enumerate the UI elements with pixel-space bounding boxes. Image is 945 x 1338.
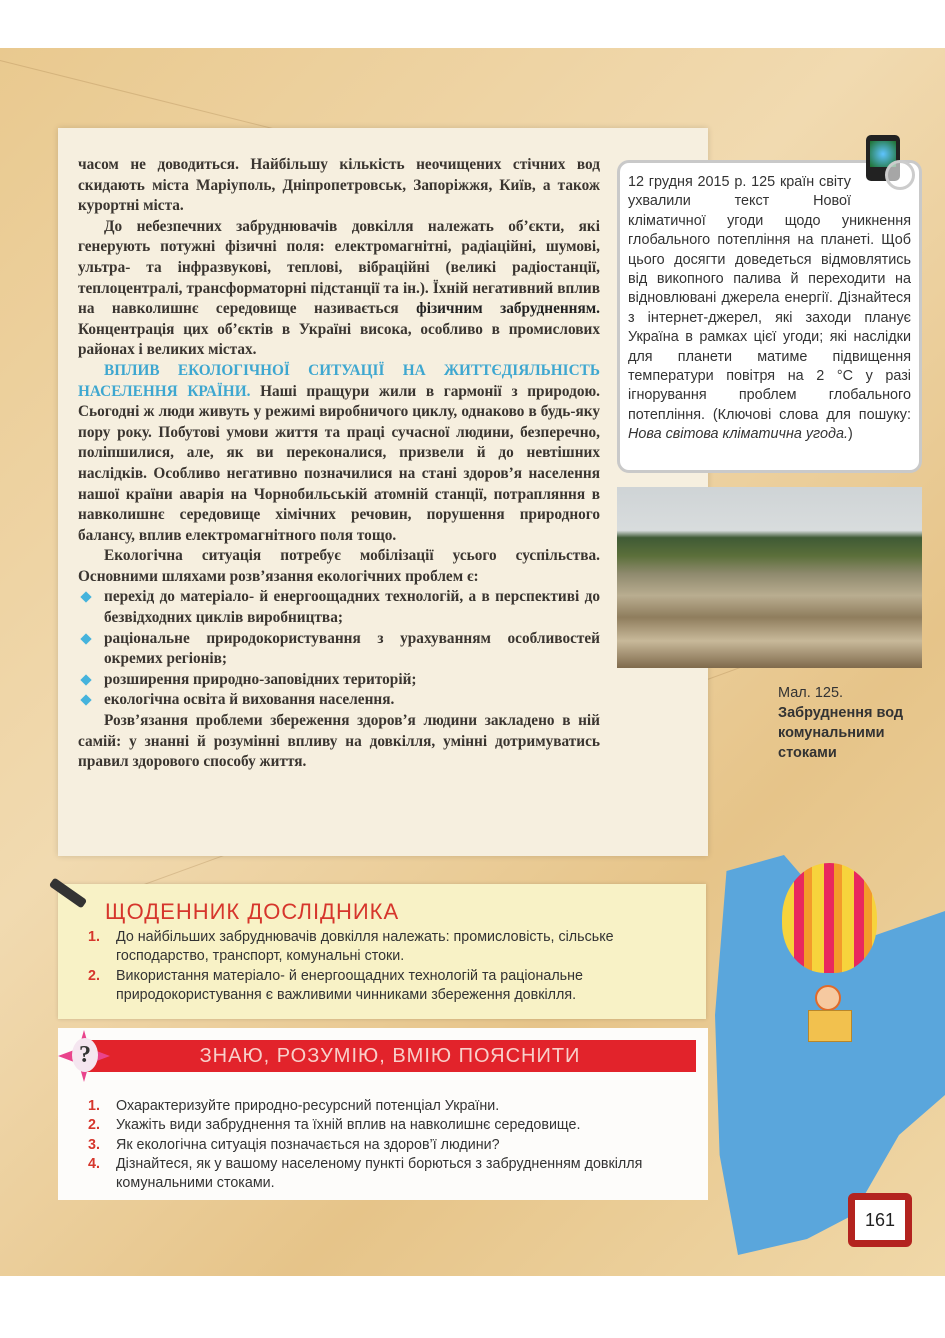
page-number: 161 <box>848 1193 912 1247</box>
keywords: Нова світова кліматична угода. <box>628 426 848 443</box>
basket-icon <box>808 1010 852 1042</box>
list-item: розширення природно-заповідних територій; <box>104 670 600 691</box>
balloon-icon <box>782 863 877 973</box>
item-text: Охарактеризуйте природно-ресурсний потенціал України. <box>116 1098 500 1114</box>
item-number: 1. <box>88 1098 100 1114</box>
list-item <box>88 1116 693 1135</box>
info-box <box>617 160 922 473</box>
questions-list <box>88 1097 693 1193</box>
text: Наші пращури жили в гармонії з природою. Сьогодні ж люди живуть у режимі виробничого циклу, однаково в будь-яку пору року. Побутові умови життя та праці сучасної людини, безперечно, поліпшилися, але, як ви переконалися, призвели й до невтішних наслідків. Особливо негативно позначилися на стані здоров’я населення нашої країни аварія на Чорнобильській атомній станції, потрапляння в навколишнє середовище хімічних речовин, порушення природного балансу, вплив електромагнітного поля тощо. <box>78 382 600 544</box>
item-number: 2. <box>88 967 100 984</box>
list-item <box>88 928 693 967</box>
diary-title: ЩОДЕННИК ДОСЛІДНИКА <box>105 899 400 924</box>
list-item <box>88 967 693 1006</box>
list-item: екологічна освіта й виховання населення. <box>104 690 600 711</box>
diary-list <box>88 928 693 1005</box>
item-number: 4. <box>88 1155 100 1172</box>
paragraph <box>78 361 600 546</box>
paragraph: часом не доводиться. Найбільшу кількість неочищених стічних вод скидають міста Маріуполь, Дніпропетровськ, Запоріжжя, Київ, а також курортні міста. <box>78 156 600 215</box>
item-number: 3. <box>88 1136 100 1153</box>
text: Концентрація цих об’єктів в Україні висока, особливо в промислових районах і великих містах. <box>78 320 600 359</box>
figure-caption <box>778 683 908 763</box>
bullet-list <box>78 587 600 711</box>
item-number: 2. <box>88 1117 100 1134</box>
section-heading: ВПЛИВ ЕКОЛОГІЧНОЇ СИТУАЦІЇ НА ЖИТТЄДІЯЛЬНІСТЬ НАСЕЛЕННЯ КРАЇНИ. <box>78 361 600 400</box>
pollution-photo <box>617 487 922 668</box>
bottom-margin <box>0 1276 945 1338</box>
top-margin <box>0 0 945 48</box>
main-text <box>78 155 600 773</box>
item-text: Як екологічна ситуація позначається на здоров’ї людини? <box>116 1136 500 1153</box>
item-text: До найбільших забруднювачів довкілля належать: промисловість, сільське господарство, транспорт, комунальні стоки. <box>116 929 614 965</box>
list-item <box>88 1136 693 1155</box>
child-face-icon <box>815 985 841 1011</box>
paragraph: Екологічна ситуація потребує мобілізації усього суспільства. Основними шляхами розв’язання екологічних проблем є: <box>78 547 600 585</box>
text: До небезпечних забруднювачів довкілля належать об’єкти, які генерують потужні фізичні поля: електромагнітні, радіаційні, шумові, ультра- та інфразвукові, теплові, вібраційні (великі радіостанції, теплоцентралі, трансформаторні підстанції та ін.). Їхній негативний вплив на навколишнє середовище називається <box>78 217 600 318</box>
item-text: Використання матеріало- й енергоощадних технологій та раціональне природокористування є важливими чинниками збереження довкілля. <box>116 967 583 1003</box>
list-item: раціональне природокористування з урахуванням особливостей окремих регіонів; <box>104 629 600 670</box>
list-item <box>88 1155 693 1194</box>
figure-caption-text: Забруднення вод комунальними стоками <box>778 705 904 761</box>
term: фізичним забрудненням. <box>416 300 601 318</box>
magnifier-icon <box>885 160 915 190</box>
item-text: Дізнайтеся, як у вашому населеному пункті борються з забрудненням довкілля комунальними стоками. <box>116 1155 643 1192</box>
item-number: 1. <box>88 929 100 945</box>
paragraph: Розв’язання проблеми збереження здоров’я людини закладено в ній самій: у знанні й розумінні впливу на довкілля, умінні дотримуватись правил здорового способу життя. <box>78 712 600 771</box>
figure-label: Мал. 125. <box>778 685 844 701</box>
paragraph <box>78 217 600 361</box>
text: ) <box>847 426 853 443</box>
info-text: 12 грудня 2015 р. 125 країн світу ухвалили текст Нової кліматичної угоди щодо уникнення глобального потепління на планеті. Щоб цього досягти доведеться відмовлятись від викопного палива й переходити на відновлювані джерела енергії. Дізнайтеся з інтернет-джерел, які заходи планує Україна в рамках цієї угоди; які наслідки для планети матиме підвищення температури повітря на 2 °С у разі ігнорування проблем глобального потепління. (Ключові слова для пошуку: <box>628 174 911 423</box>
item-text: Укажіть види забруднення та їхній вплив на навколишнє середовище. <box>116 1117 581 1134</box>
list-item: перехід до матеріало- й енергоощадних технологій, а в перспективі до безвідходних циклів виробництва; <box>104 587 600 628</box>
questions-banner: ЗНАЮ, РОЗУМІЮ, ВМІЮ ПОЯСНИТИ <box>84 1040 696 1072</box>
question-mark-icon: ? <box>72 1038 98 1072</box>
list-item <box>88 1097 693 1116</box>
